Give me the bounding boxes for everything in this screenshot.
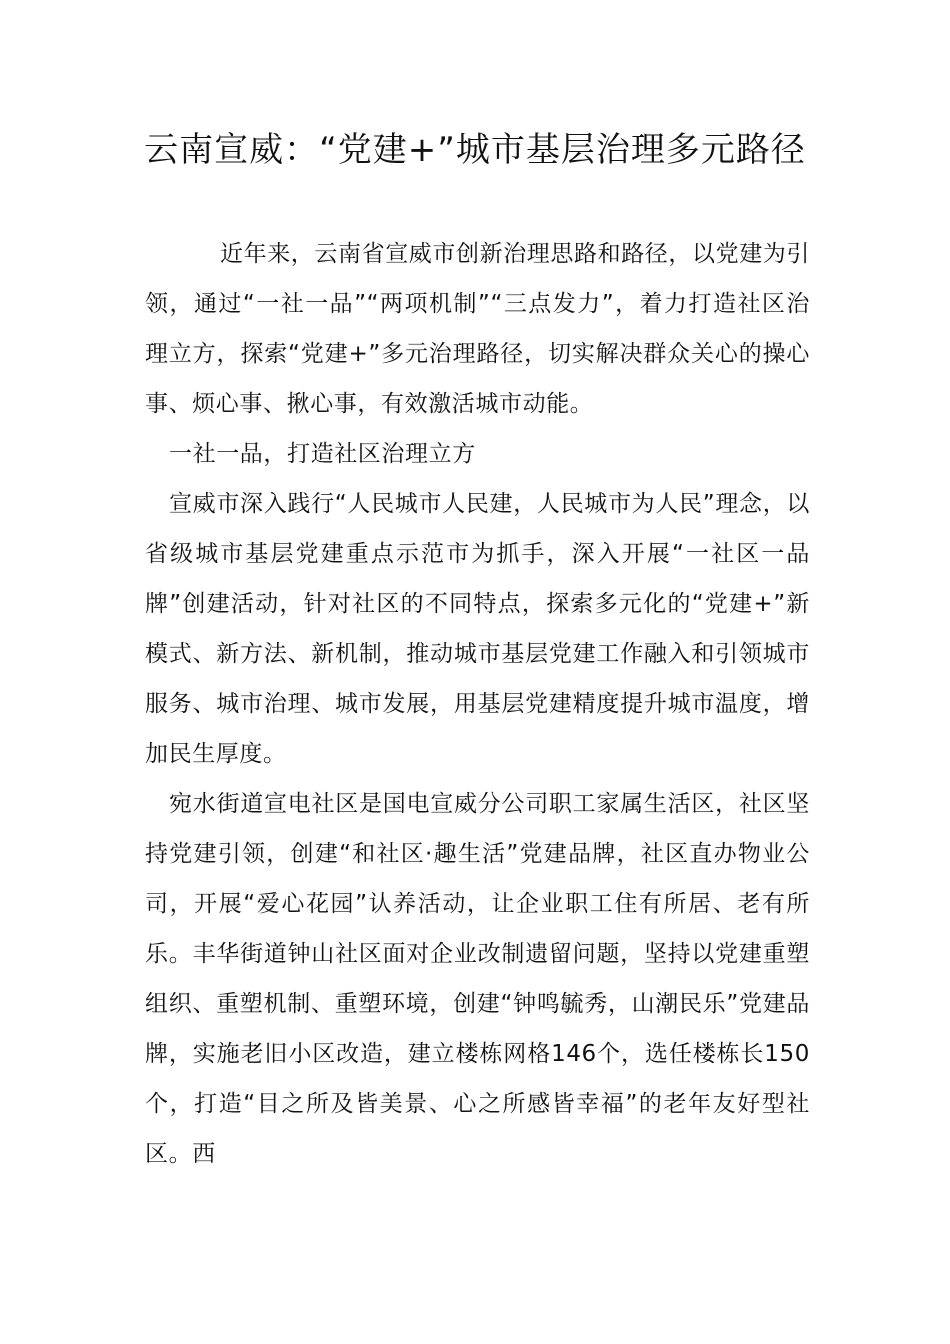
document-title: 云南宣威：“党建+”城市基层治理多元路径 (144, 130, 806, 170)
body-paragraph: 宛水街道宣电社区是国电宣威分公司职工家属生活区，社区坚持党建引领，创建“和社区·趣生活”党建品牌，社区直办物业公司，开展“爱心花园”认养活动，让企业职工住有所居、老有所乐。丰华街道钟山社区面对企业改制遗留问题，坚持以党建重塑组织、重塑机制、重塑环境，创建“钟鸣毓秀，山潮民乐”党建品牌，实施老旧小区改造，建立楼栋网格146个，选任楼栋长150个，打造“目之所及皆美景、心之所感皆幸福”的老年友好型社区。西 (145, 791, 810, 1167)
section-heading: 一社一品，打造社区治理立方 (169, 441, 476, 467)
body-paragraph: 宣威市深入践行“人民城市人民建，人民城市为人民”理念，以省级城市基层党建重点示范市为抓手，深入开展“一社区一品牌”创建活动，针对社区的不同特点，探索多元化的“党建+”新模式、新方法、新机制，推动城市基层党建工作融入和引领城市服务、城市治理、城市发展，用基层党建精度提升城市温度，增加民生厚度。 (145, 491, 810, 767)
document-body (145, 229, 810, 1179)
intro-paragraph: 近年来，云南省宣威市创新治理思路和路径，以党建为引领，通过“一社一品”“两项机制”“三点发力”，着力打造社区治理立方，探索“党建+”多元治理路径，切实解决群众关心的操心事、烦心事、揪心事，有效激活城市动能。 (145, 241, 810, 417)
